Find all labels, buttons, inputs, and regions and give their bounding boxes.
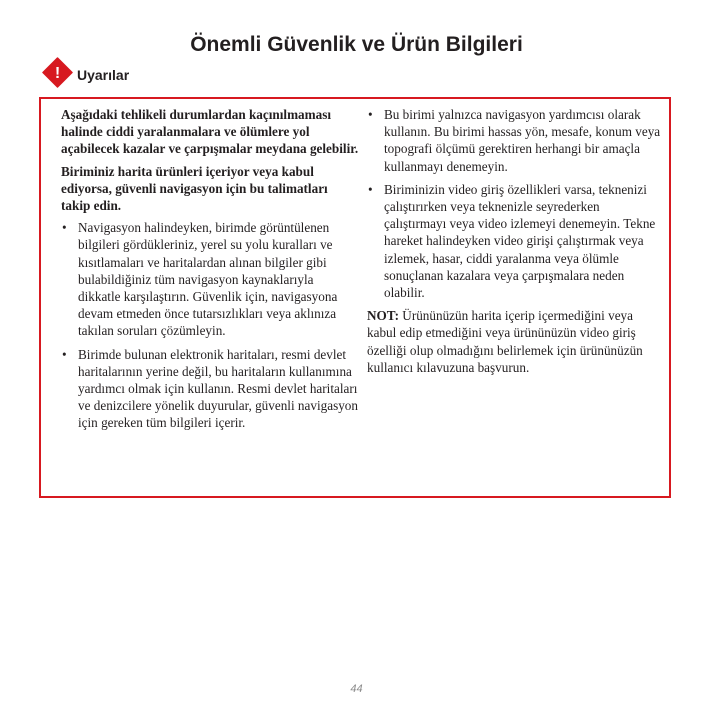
bullet-icon: • [62, 220, 67, 236]
note-label: NOT: [367, 308, 399, 324]
page-title: Önemli Güvenlik ve Ürün Bilgileri [190, 33, 523, 56]
list-item [367, 106, 665, 175]
note-text: Ürününüzün harita içerip içermediğini veya kabul edip etmediğini veya ürününüzün video giriş özelliği olup olmadığını belirlemek için ürününüzün kullanıcı kılavuzuna başvurun. [367, 308, 643, 375]
warning-box [39, 97, 671, 498]
warning-label: Uyarılar [77, 67, 130, 83]
list-item [61, 346, 359, 432]
bullet-icon: • [62, 346, 67, 362]
right-column [367, 106, 665, 381]
list-item-text: Navigasyon halindeyken, birimde görüntülenen bilgileri gördükleriniz, yerel su yolu kuralları ve kısıtlamaları ve haritalardan alınan bilgiler gibi bulabildiğiniz tüm navigasyon kaynaklarıyla dikkatle karşılaştırın. Güvenlik için, navigasyona devam etmeden önce tutarsızlıkları veya aklınıza takılan soruları çözümleyin. [78, 220, 338, 339]
intro-paragraph-2: Biriminiz harita ürünleri içeriyor veya kabul ediyorsa, güvenli navigasyon için bu talimatları takip edin. [61, 163, 328, 214]
left-column [61, 106, 359, 438]
warning-icon [42, 57, 73, 88]
intro-paragraph-1: Aşağıdaki tehlikeli durumlardan kaçınılmaması halinde ciddi yaralanmalara ve ölümlere yol açabilecek kazalar ve çarpışmalar meydana gelebilir. [61, 107, 359, 157]
list-item-text: Bu birimi yalnızca navigasyon yardımcısı olarak kullanın. Bu birimi hassas yön, mesafe, konum veya topografi ölçümü gerektiren herhangi bir amaçla kullanmayı denemeyin. [384, 107, 661, 174]
note-paragraph [367, 307, 665, 376]
warning-icon-glyph: ! [54, 64, 61, 82]
page-number: 44 [350, 683, 363, 695]
list-item-text: Birimde bulunan elektronik haritaları, resmi devlet haritalarının yerine değil, bu haritaların kullanımına yardımcı olmak için kullanın. Resmi devlet haritaları ve denizcilere yönelik duyurular, güvenli navigasyon için gereken tüm bilgileri içerir. [78, 346, 358, 431]
list-item [367, 181, 665, 301]
list-item-text: Biriminizin video giriş özellikleri varsa, teknenizi çalıştırırken veya teknenizle seyrederken çalıştırmayı veya video izlemeyi denemeyin. Tekne hareket halindeyken video girişi çalıştırmak veya izlemek, hasar, ciddi yaralanma veya ölümle sonuçlanan kazalara veya çarpışmalara neden olabilir. [384, 181, 656, 301]
list-item [61, 219, 359, 339]
bullet-icon: • [368, 181, 373, 197]
bullet-icon: • [368, 107, 373, 122]
warning-header [42, 56, 129, 88]
